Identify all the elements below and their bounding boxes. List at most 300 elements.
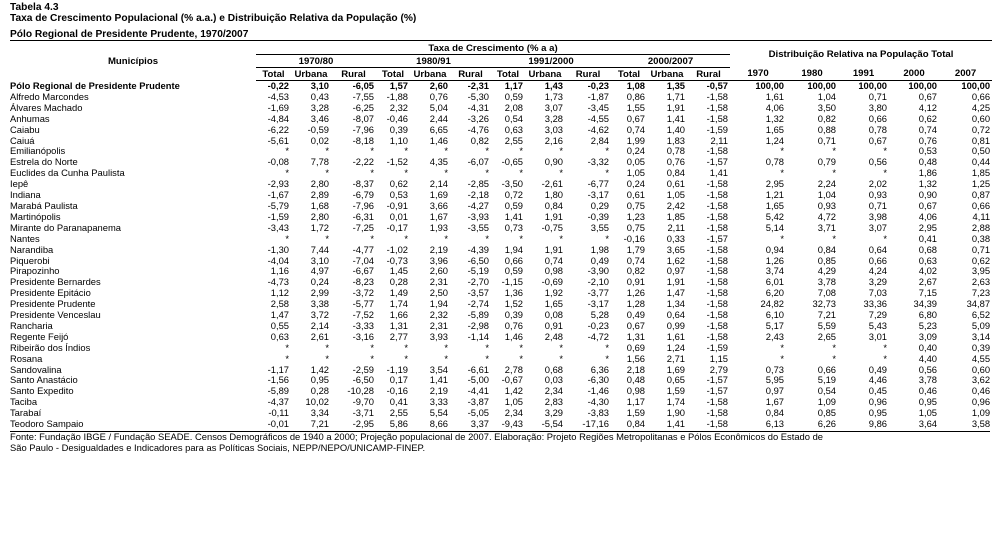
value-cell: * bbox=[285, 168, 289, 179]
value-cell: -1,58 bbox=[706, 310, 729, 321]
value-cell: 2,63 bbox=[971, 277, 991, 288]
value-cell: 4,40 bbox=[918, 353, 938, 364]
value-cell: 0,60 bbox=[971, 113, 991, 124]
value-cell: * bbox=[519, 342, 523, 353]
value-cell: 2,80 bbox=[310, 211, 329, 222]
municipio-name-cell: Santo Expedito bbox=[10, 386, 74, 397]
value-cell: 1,05 bbox=[918, 408, 938, 419]
value-cell: 2,14 bbox=[429, 179, 448, 190]
value-cell: 2,79 bbox=[709, 364, 729, 375]
value-cell: -4,04 bbox=[267, 255, 289, 266]
value-cell: 0,74 bbox=[918, 124, 938, 135]
value-cell: -4,76 bbox=[467, 124, 489, 135]
value-cell: 2,24 bbox=[817, 179, 837, 190]
value-cell: 0,43 bbox=[310, 91, 329, 102]
value-cell: 0,63 bbox=[918, 255, 938, 266]
value-cell: 0,76 bbox=[666, 157, 685, 168]
value-cell: -3,17 bbox=[587, 190, 609, 201]
value-cell: 5,19 bbox=[817, 375, 837, 386]
value-cell: 4,97 bbox=[310, 266, 329, 277]
value-cell: 0,87 bbox=[971, 190, 991, 201]
col-sub: Total bbox=[256, 68, 291, 81]
municipio-name-cell: Taciba bbox=[10, 397, 38, 408]
value-cell: 2,55 bbox=[504, 135, 523, 146]
value-cell: 1,90 bbox=[666, 408, 685, 419]
value-cell: 2,95 bbox=[918, 222, 938, 233]
value-cell: -1,88 bbox=[386, 91, 408, 102]
municipio-name-cell: Martinópolis bbox=[10, 211, 61, 222]
value-cell: * bbox=[605, 233, 609, 244]
value-cell: 1,85 bbox=[666, 211, 685, 222]
value-cell: 4,35 bbox=[429, 157, 448, 168]
value-cell: 1,55 bbox=[626, 102, 645, 113]
value-cell: 0,73 bbox=[765, 364, 785, 375]
value-cell: 3,64 bbox=[918, 419, 938, 430]
value-cell: -5,05 bbox=[467, 408, 489, 419]
table-row bbox=[10, 125, 992, 136]
value-cell: 0,24 bbox=[626, 179, 645, 190]
value-cell: 0,59 bbox=[504, 91, 523, 102]
value-cell: -1,58 bbox=[706, 277, 729, 288]
col-period: 1980/91 bbox=[376, 55, 491, 68]
value-cell: 1,42 bbox=[310, 364, 329, 375]
value-cell: 1,68 bbox=[310, 200, 329, 211]
value-cell: 1,99 bbox=[626, 135, 645, 146]
value-cell: 1,59 bbox=[626, 408, 645, 419]
table-row bbox=[10, 365, 992, 376]
municipio-name-cell: Indiana bbox=[10, 190, 41, 201]
value-cell: 0,96 bbox=[971, 397, 991, 408]
value-cell: -1,58 bbox=[706, 419, 729, 430]
value-cell: 0,41 bbox=[389, 397, 408, 408]
value-cell: * bbox=[519, 233, 523, 244]
value-cell: 2,61 bbox=[310, 331, 329, 342]
value-cell: -0,67 bbox=[501, 375, 523, 386]
value-cell: -0,08 bbox=[267, 157, 289, 168]
value-cell: -2,61 bbox=[541, 179, 563, 190]
value-cell: 0,17 bbox=[389, 375, 408, 386]
value-cell: -5,54 bbox=[541, 419, 563, 430]
value-cell: * bbox=[780, 342, 785, 353]
value-cell: 2,32 bbox=[389, 102, 408, 113]
value-cell: 0,53 bbox=[389, 190, 408, 201]
value-cell: 0,54 bbox=[504, 113, 523, 124]
value-cell: 0,67 bbox=[918, 200, 938, 211]
value-cell: -17,16 bbox=[582, 419, 609, 430]
value-cell: 0,72 bbox=[971, 124, 991, 135]
value-cell: 0,85 bbox=[817, 255, 837, 266]
value-cell: -9,70 bbox=[352, 397, 374, 408]
value-cell: 0,84 bbox=[817, 244, 837, 255]
value-cell: 5,95 bbox=[765, 375, 785, 386]
municipio-name-cell: Presidente Bernardes bbox=[10, 277, 101, 288]
value-cell: 0,75 bbox=[626, 222, 645, 233]
value-cell: 0,66 bbox=[817, 364, 837, 375]
value-cell: -2,18 bbox=[467, 190, 489, 201]
value-cell: -1,58 bbox=[706, 179, 729, 190]
value-cell: -0,59 bbox=[307, 124, 329, 135]
municipio-name-cell: Presidente Venceslau bbox=[10, 310, 101, 321]
value-cell: 2,14 bbox=[310, 320, 329, 331]
value-cell: * bbox=[605, 168, 609, 179]
value-cell: 1,04 bbox=[817, 91, 837, 102]
value-cell: 1,98 bbox=[590, 244, 609, 255]
table-row bbox=[10, 321, 992, 332]
data-table bbox=[10, 42, 992, 430]
value-cell: -3,71 bbox=[352, 408, 374, 419]
value-cell: * bbox=[485, 146, 489, 157]
value-cell: -1,58 bbox=[706, 408, 729, 419]
value-cell: 3,93 bbox=[429, 331, 448, 342]
value-cell: 0,99 bbox=[666, 320, 685, 331]
value-cell: 4,25 bbox=[971, 102, 991, 113]
value-cell: -6,50 bbox=[467, 255, 489, 266]
value-cell: 100,00 bbox=[807, 80, 837, 91]
value-cell: -2,98 bbox=[467, 320, 489, 331]
value-cell: 0,71 bbox=[868, 200, 888, 211]
value-cell: 1,15 bbox=[709, 353, 729, 364]
value-cell: -1,15 bbox=[501, 277, 523, 288]
value-cell: 6,01 bbox=[765, 277, 785, 288]
value-cell: 1,59 bbox=[666, 386, 685, 397]
value-cell: 3,28 bbox=[544, 113, 563, 124]
value-cell: * bbox=[832, 146, 837, 157]
value-cell: 1,25 bbox=[971, 179, 991, 190]
table-row bbox=[10, 343, 992, 354]
value-cell: 0,59 bbox=[504, 200, 523, 211]
value-cell: 3,95 bbox=[971, 266, 991, 277]
value-cell: 0,96 bbox=[868, 397, 888, 408]
value-cell: * bbox=[559, 342, 563, 353]
value-cell: 1,47 bbox=[666, 288, 685, 299]
value-cell: -4,27 bbox=[467, 200, 489, 211]
value-cell: 5,23 bbox=[918, 320, 938, 331]
value-cell: * bbox=[519, 146, 523, 157]
value-cell: -1,58 bbox=[706, 266, 729, 277]
table-row bbox=[10, 103, 992, 114]
value-cell: 1,41 bbox=[504, 211, 523, 222]
value-cell: 2,55 bbox=[389, 408, 408, 419]
source-note bbox=[10, 431, 990, 454]
value-cell: * bbox=[605, 342, 609, 353]
value-cell: 2,11 bbox=[667, 222, 685, 233]
value-cell: * bbox=[404, 168, 408, 179]
value-cell: 1,45 bbox=[389, 266, 408, 277]
value-cell: 100,00 bbox=[755, 80, 785, 91]
value-cell: 1,34 bbox=[666, 299, 685, 310]
value-cell: 0,38 bbox=[971, 233, 991, 244]
value-cell: * bbox=[444, 146, 448, 157]
value-cell: 2,16 bbox=[544, 135, 563, 146]
value-cell: 0,61 bbox=[666, 179, 685, 190]
value-cell: 0,62 bbox=[971, 255, 991, 266]
value-cell: -0,16 bbox=[623, 233, 645, 244]
value-cell: 1,74 bbox=[389, 299, 408, 310]
col-year: 2000 bbox=[889, 68, 939, 81]
value-cell: -7,04 bbox=[352, 255, 374, 266]
value-cell: 5,04 bbox=[429, 102, 448, 113]
value-cell: -10,28 bbox=[347, 386, 374, 397]
value-cell: 3,80 bbox=[868, 102, 888, 113]
value-cell: 0,28 bbox=[389, 277, 408, 288]
value-cell: 0,66 bbox=[868, 255, 888, 266]
value-cell: 1,09 bbox=[817, 397, 837, 408]
value-cell: -5,89 bbox=[267, 386, 289, 397]
value-cell: 1,66 bbox=[389, 310, 408, 321]
value-cell: * bbox=[832, 342, 837, 353]
value-cell: * bbox=[485, 342, 489, 353]
value-cell: 0,48 bbox=[918, 157, 938, 168]
value-cell: -3,55 bbox=[467, 222, 489, 233]
value-cell: -8,07 bbox=[352, 113, 374, 124]
value-cell: 0,41 bbox=[918, 233, 938, 244]
value-cell: 1,04 bbox=[817, 190, 837, 201]
table-row bbox=[10, 332, 992, 343]
value-cell: 1,74 bbox=[666, 397, 685, 408]
col-period: 1970/80 bbox=[256, 55, 376, 68]
value-cell: 1,41 bbox=[666, 113, 685, 124]
table-row bbox=[10, 179, 992, 190]
value-cell: 0,60 bbox=[971, 364, 991, 375]
value-cell: 7,21 bbox=[817, 310, 837, 321]
table-row bbox=[10, 114, 992, 125]
col-sub: Total bbox=[491, 68, 525, 81]
value-cell: 2,77 bbox=[389, 331, 408, 342]
value-cell: * bbox=[444, 233, 448, 244]
value-cell: * bbox=[370, 353, 374, 364]
value-cell: -0,65 bbox=[501, 157, 523, 168]
value-cell: -3,77 bbox=[587, 288, 609, 299]
value-cell: 0,98 bbox=[544, 266, 563, 277]
table-row bbox=[10, 354, 992, 365]
table-row bbox=[10, 419, 992, 430]
value-cell: 2,50 bbox=[429, 288, 448, 299]
value-cell: 0,68 bbox=[544, 364, 563, 375]
value-cell: 0,61 bbox=[626, 190, 645, 201]
value-cell: 0,64 bbox=[868, 244, 888, 255]
value-cell: -0,23 bbox=[587, 80, 609, 91]
value-cell: 2,83 bbox=[544, 397, 563, 408]
value-cell: -4,53 bbox=[267, 91, 289, 102]
value-cell: 1,28 bbox=[626, 299, 645, 310]
value-cell: 3,98 bbox=[868, 211, 888, 222]
value-cell: * bbox=[883, 233, 888, 244]
value-cell: 5,86 bbox=[389, 419, 408, 430]
value-cell: 0,46 bbox=[918, 386, 938, 397]
value-cell: 1,80 bbox=[544, 190, 563, 201]
value-cell: -0,39 bbox=[587, 211, 609, 222]
value-cell: 0,33 bbox=[666, 233, 685, 244]
value-cell: 1,05 bbox=[504, 397, 523, 408]
value-cell: -1,30 bbox=[267, 244, 289, 255]
value-cell: -7,25 bbox=[352, 222, 374, 233]
value-cell: 0,08 bbox=[544, 310, 563, 321]
value-cell: 3,55 bbox=[590, 222, 609, 233]
table-row bbox=[10, 136, 992, 147]
value-cell: 3,37 bbox=[470, 419, 489, 430]
value-cell: * bbox=[325, 146, 329, 157]
value-cell: * bbox=[285, 342, 289, 353]
value-cell: 3,01 bbox=[868, 331, 888, 342]
value-cell: -1,58 bbox=[706, 397, 729, 408]
value-cell: 3,07 bbox=[544, 102, 563, 113]
value-cell: 0,49 bbox=[868, 364, 888, 375]
value-cell: 3,34 bbox=[310, 408, 329, 419]
value-cell: 2,89 bbox=[310, 190, 329, 201]
value-cell: * bbox=[485, 168, 489, 179]
value-cell: 100,00 bbox=[908, 80, 938, 91]
municipio-name-cell: Piquerobi bbox=[10, 255, 50, 266]
value-cell: 0,66 bbox=[971, 200, 991, 211]
value-cell: -1,57 bbox=[706, 157, 729, 168]
value-cell: 2,08 bbox=[504, 102, 523, 113]
value-cell: 4,06 bbox=[918, 211, 938, 222]
table-row bbox=[10, 201, 992, 212]
value-cell: 3,29 bbox=[868, 277, 888, 288]
value-cell: -4,41 bbox=[467, 386, 489, 397]
value-cell: * bbox=[404, 233, 408, 244]
value-cell: -4,31 bbox=[467, 102, 489, 113]
value-cell: -3,45 bbox=[587, 102, 609, 113]
value-cell: 0,66 bbox=[504, 255, 523, 266]
municipio-name-cell: Tarabaí bbox=[10, 408, 42, 419]
value-cell: 0,84 bbox=[626, 419, 645, 430]
col-sub: Urbana bbox=[525, 68, 565, 81]
municipio-name-cell: Teodoro Sampaio bbox=[10, 419, 84, 430]
value-cell: 5,28 bbox=[590, 310, 609, 321]
value-cell: 1,08 bbox=[626, 80, 645, 91]
value-cell: 0,82 bbox=[470, 135, 489, 146]
value-cell: 3,62 bbox=[971, 375, 991, 386]
value-cell: -3,33 bbox=[352, 320, 374, 331]
col-municipios: Municípios bbox=[107, 55, 159, 67]
value-cell: * bbox=[883, 146, 888, 157]
value-cell: 0,71 bbox=[868, 91, 888, 102]
value-cell: 5,09 bbox=[971, 320, 991, 331]
col-sub: Urbana bbox=[410, 68, 450, 81]
value-cell: 2,34 bbox=[504, 408, 523, 419]
value-cell: * bbox=[485, 353, 489, 364]
col-sub: Urbana bbox=[647, 68, 687, 81]
value-cell: 1,09 bbox=[971, 408, 991, 419]
value-cell: 4,06 bbox=[765, 102, 785, 113]
value-cell: -3,87 bbox=[467, 397, 489, 408]
value-cell: -0,91 bbox=[386, 200, 408, 211]
value-cell: * bbox=[370, 146, 374, 157]
value-cell: 100,00 bbox=[858, 80, 888, 91]
value-cell: 0,76 bbox=[918, 135, 938, 146]
value-cell: 0,53 bbox=[918, 146, 938, 157]
value-cell: 1,94 bbox=[429, 299, 448, 310]
municipio-name-cell: Presidente Epitácio bbox=[10, 288, 91, 299]
value-cell: 2,44 bbox=[429, 113, 448, 124]
value-cell: -8,18 bbox=[352, 135, 374, 146]
value-cell: -0,75 bbox=[541, 222, 563, 233]
value-cell: -1,58 bbox=[706, 255, 729, 266]
municipio-name-cell: Santo Anastácio bbox=[10, 375, 78, 386]
value-cell: -4,72 bbox=[587, 331, 609, 342]
value-cell: * bbox=[519, 353, 523, 364]
municipio-name-cell: Presidente Prudente bbox=[10, 299, 96, 310]
value-cell: * bbox=[519, 168, 523, 179]
value-cell: 4,02 bbox=[918, 266, 938, 277]
value-cell: 0,71 bbox=[971, 244, 991, 255]
value-cell: 5,42 bbox=[765, 211, 785, 222]
value-cell: -0,11 bbox=[268, 408, 289, 419]
value-cell: -5,61 bbox=[267, 135, 289, 146]
value-cell: -8,23 bbox=[352, 277, 374, 288]
value-cell: -6,25 bbox=[352, 102, 374, 113]
value-cell: 1,40 bbox=[666, 124, 685, 135]
value-cell: 1,26 bbox=[765, 255, 785, 266]
value-cell: 100,00 bbox=[961, 80, 991, 91]
value-cell: -0,23 bbox=[587, 320, 609, 331]
municipio-name-cell: Anhumas bbox=[10, 113, 50, 124]
value-cell: 0,97 bbox=[765, 386, 785, 397]
value-cell: 0,78 bbox=[666, 146, 685, 157]
value-cell: 2,42 bbox=[666, 200, 685, 211]
table-row bbox=[10, 266, 992, 277]
table-subtitle: Pólo Regional de Presidente Prudente, 1970/2007 bbox=[10, 29, 992, 41]
value-cell: * bbox=[370, 233, 374, 244]
value-cell: 1,85 bbox=[971, 168, 991, 179]
value-cell: 1,42 bbox=[504, 386, 523, 397]
value-cell: -4,30 bbox=[587, 397, 609, 408]
value-cell: 1,05 bbox=[666, 190, 685, 201]
value-cell: 1,05 bbox=[626, 168, 645, 179]
value-cell: 3,03 bbox=[544, 124, 563, 135]
value-cell: 10,02 bbox=[305, 397, 329, 408]
value-cell: 1,61 bbox=[765, 91, 785, 102]
municipio-name-cell: Euclides da Cunha Paulista bbox=[10, 168, 125, 179]
value-cell: -1,02 bbox=[386, 244, 408, 255]
value-cell: 0,29 bbox=[590, 200, 609, 211]
value-cell: 2,02 bbox=[868, 179, 888, 190]
value-cell: 0,56 bbox=[868, 157, 888, 168]
value-cell: 0,79 bbox=[817, 157, 837, 168]
value-cell: * bbox=[605, 146, 609, 157]
value-cell: -1,58 bbox=[706, 190, 729, 201]
value-cell: -6,50 bbox=[352, 375, 374, 386]
value-cell: 1,79 bbox=[626, 244, 645, 255]
value-cell: 0,82 bbox=[817, 113, 837, 124]
value-cell: 0,24 bbox=[626, 146, 645, 157]
value-cell: 5,59 bbox=[817, 320, 837, 331]
value-cell: 2,60 bbox=[429, 80, 448, 91]
value-cell: * bbox=[370, 168, 374, 179]
value-cell: 6,20 bbox=[765, 288, 785, 299]
value-cell: -1,87 bbox=[587, 91, 609, 102]
value-cell: 2,34 bbox=[544, 386, 563, 397]
value-cell: 34,87 bbox=[966, 299, 991, 310]
value-cell: -2,95 bbox=[352, 419, 374, 430]
value-cell: 2,32 bbox=[429, 310, 448, 321]
value-cell: 0,39 bbox=[389, 124, 408, 135]
col-growth-group: Taxa de Crescimento (% a a) bbox=[256, 42, 730, 55]
municipio-name-cell: Pólo Regional de Presidente Prudente bbox=[10, 80, 180, 91]
col-sub: Rural bbox=[331, 68, 376, 81]
value-cell: -6,22 bbox=[267, 124, 289, 135]
col-year: 1970 bbox=[730, 68, 786, 81]
value-cell: 4,72 bbox=[817, 211, 837, 222]
value-cell: 33,36 bbox=[863, 299, 888, 310]
value-cell: 0,97 bbox=[666, 266, 685, 277]
municipio-name-cell: Iepê bbox=[10, 179, 29, 190]
value-cell: -1,58 bbox=[706, 320, 729, 331]
value-cell: 1,65 bbox=[544, 299, 563, 310]
municipio-name-cell: Álvares Machado bbox=[10, 102, 83, 113]
table-row bbox=[10, 245, 992, 256]
